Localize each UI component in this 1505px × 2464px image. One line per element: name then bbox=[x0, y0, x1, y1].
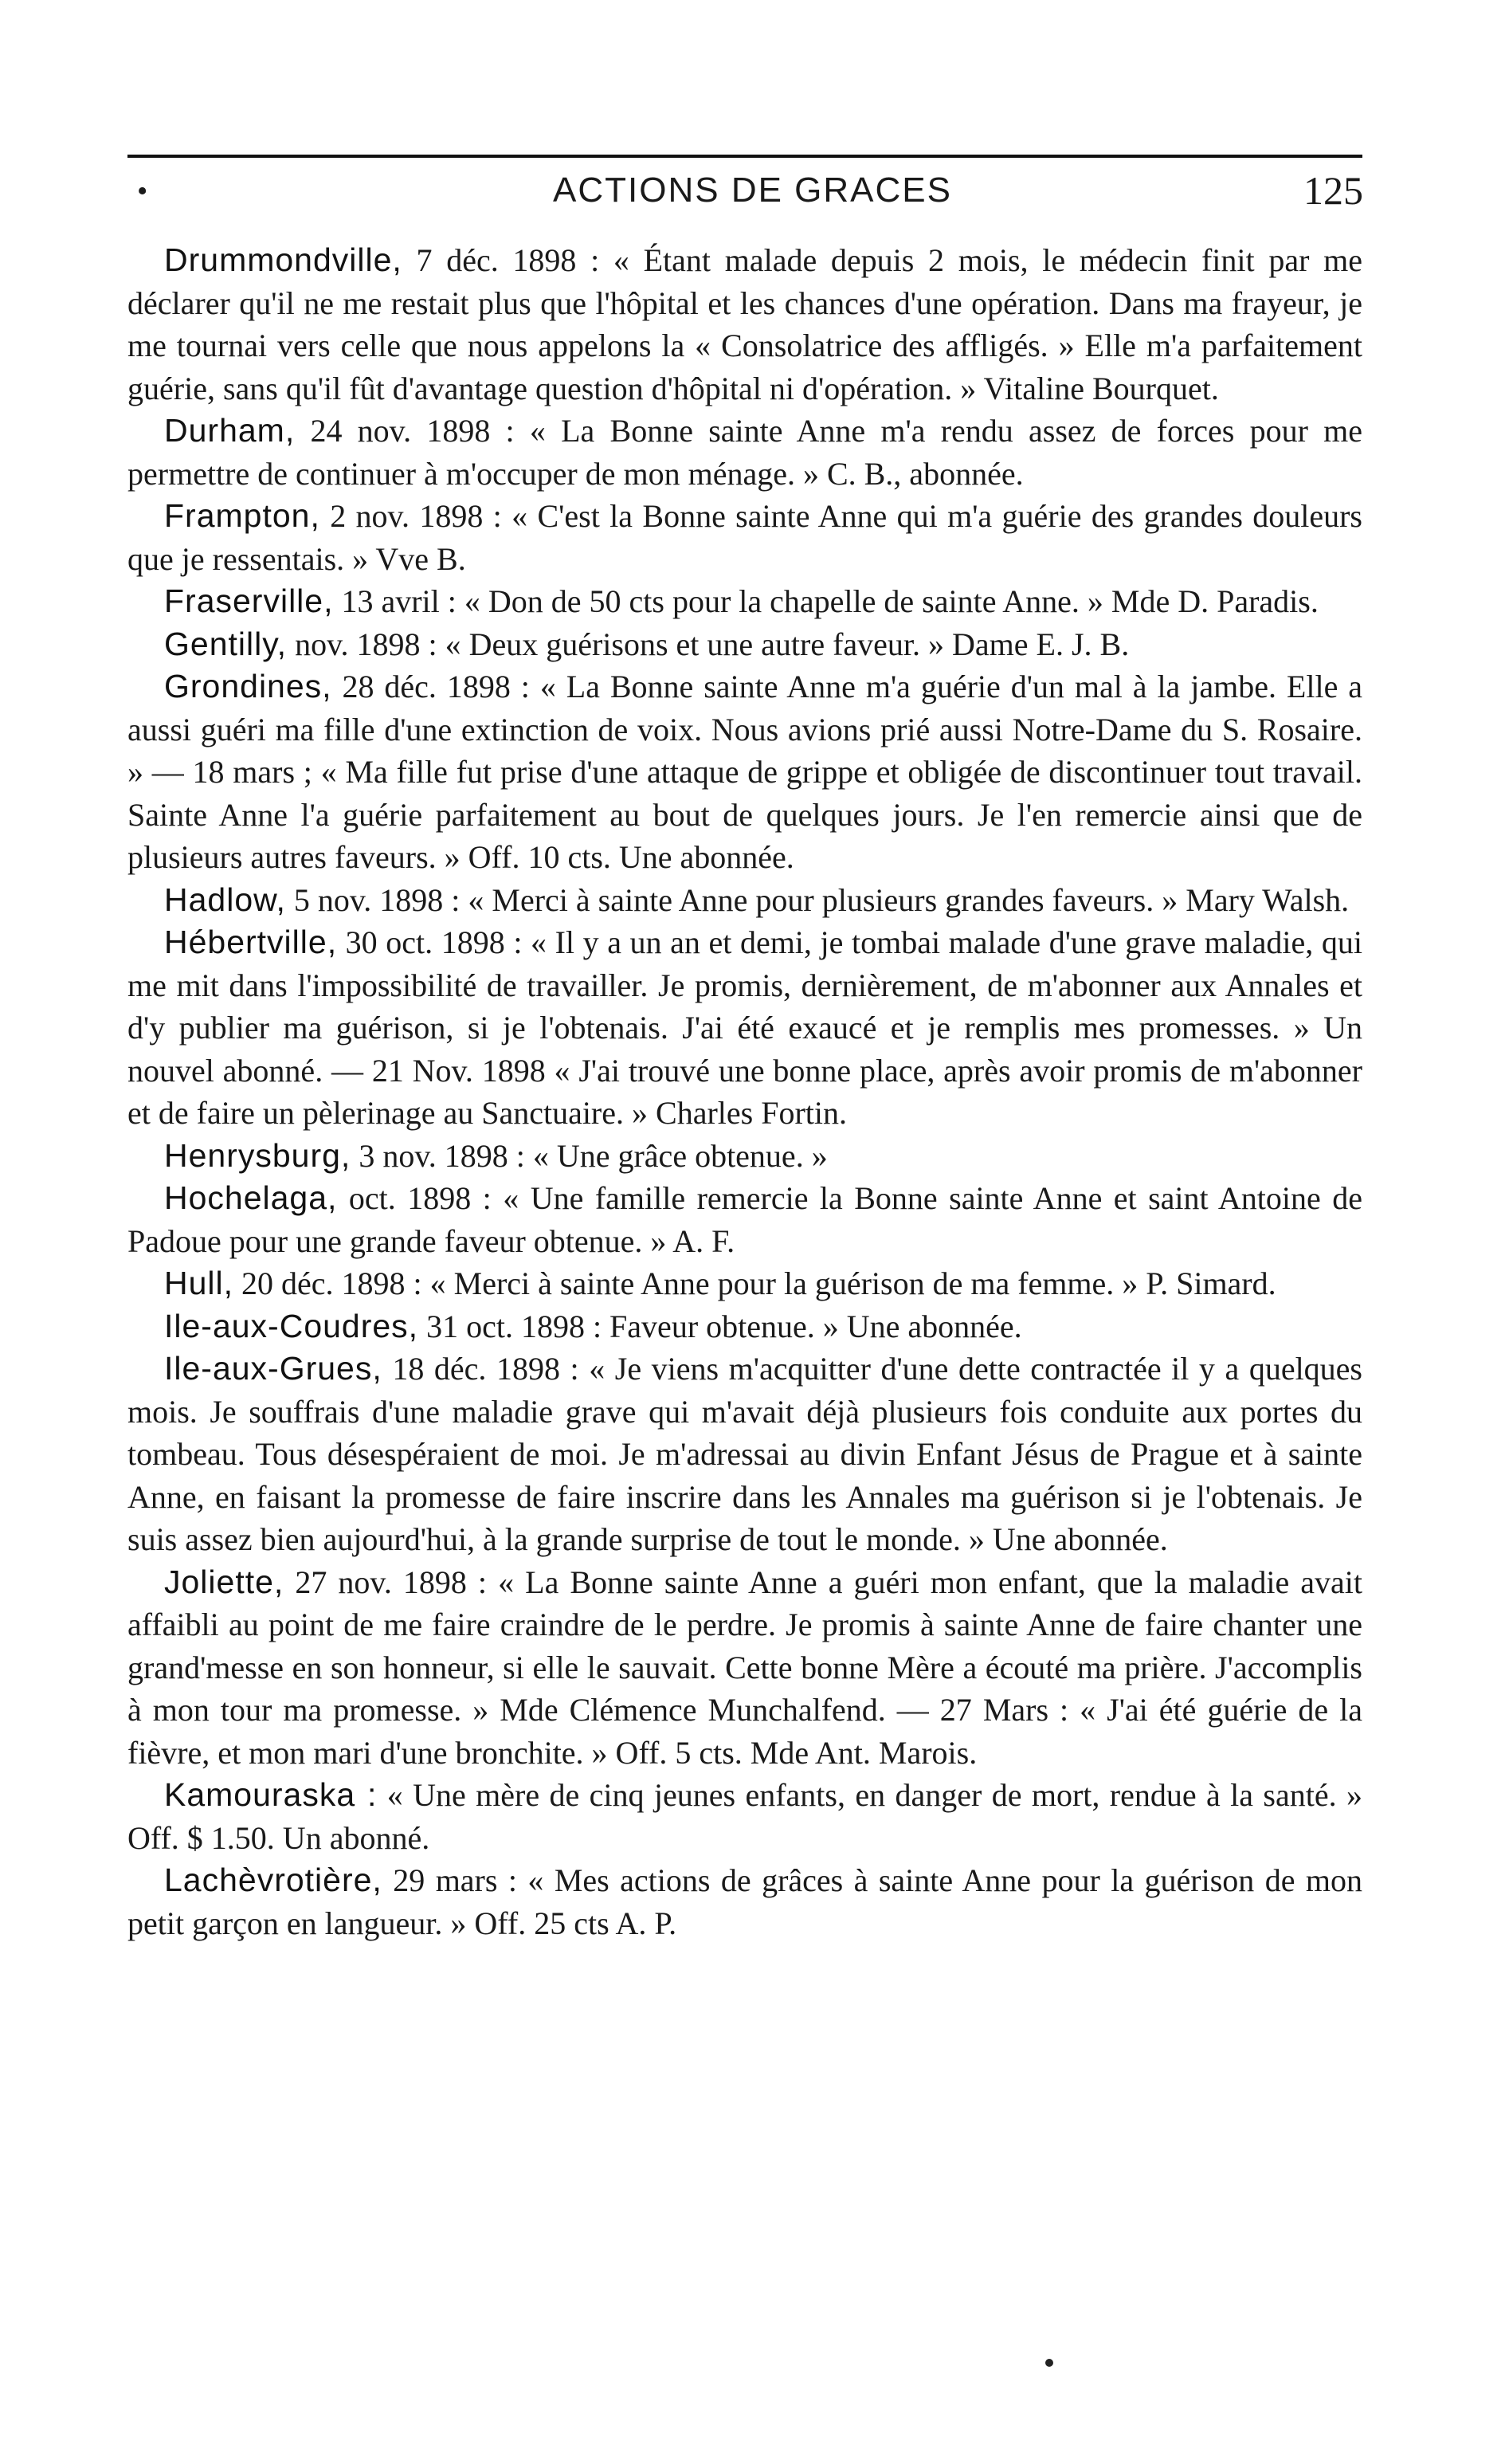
entry-text: 3 nov. 1898 : « Une grâce obtenue. » bbox=[351, 1137, 828, 1174]
entry-place: Lachèvrotière, bbox=[164, 1862, 382, 1898]
entry-place: Hadlow, bbox=[164, 881, 286, 918]
header-rule bbox=[127, 155, 1362, 158]
entry-text: 27 nov. 1898 : « La Bonne sainte Anne a guéri mon enfant, que la maladie avait affaibli au point de me faire craindre de le perdre. Je promis à sainte Anne de faire chanter une grand'messe en son honneur, si elle le sauvait. Cette bonne Mère a écouté ma prière. J'accomplis à mon tour ma promesse. » Mde Clémence Munchalfend. — 27 Mars : « J'ai été guérie de la fièvre, et mon mari d'une bronchite. » Off. 5 cts. Mde Ant. Marois. bbox=[127, 1564, 1362, 1771]
entry-place: Grondines, bbox=[164, 668, 332, 704]
entry-hadlow bbox=[127, 879, 1362, 922]
entry-ile-aux-grues bbox=[127, 1348, 1362, 1561]
entry-text: 2 nov. 1898 : « C'est la Bonne sainte Anne qui m'a guérie des grandes douleurs que je ressentais. » Vve B. bbox=[127, 498, 1362, 577]
entry-ile-aux-coudres bbox=[127, 1305, 1362, 1348]
entry-text: 28 déc. 1898 : « La Bonne sainte Anne m'a guérie d'un mal à la jambe. Elle a aussi guéri ma fille d'une extinction de voix. Nous avions prié aussi Notre-Dame du S. Rosaire. » — 18 mars ; « Ma fille fut prise d'une attaque de grippe et obligée de discontinuer tout travail. Sainte Anne l'a guérie parfaitement au bout de quelques jours. Je l'en remercie ainsi que de plusieurs autres faveurs. » Off. 10 cts. Une abonnée. bbox=[127, 669, 1362, 875]
entry-place: Drummondville, bbox=[164, 241, 402, 278]
entry-place: Henrysburg, bbox=[164, 1136, 351, 1174]
entries-list bbox=[127, 239, 1362, 1944]
entry-place: Frampton, bbox=[164, 497, 320, 534]
entry-place: Hull, bbox=[164, 1265, 234, 1301]
entry-place: Durham, bbox=[164, 412, 296, 449]
entry-text: 7 déc. 1898 : « Étant malade depuis 2 mois, le médecin finit par me déclarer qu'il ne me restait plus que l'hôpital et les chances d'une opération. Dans ma frayeur, je me tournai vers celle que nous appelons la « Consolatrice des affligés. » Elle m'a parfaitement guérie, sans qu'il fût d'avantage question d'hôpital ni d'opération. » Vitaline Bourquet. bbox=[127, 242, 1362, 406]
entry-text: 18 déc. 1898 : « Je viens m'acquitter d'une dette contractée il y a quelques mois. Je souffrais d'une maladie grave qui m'avait déjà plusieurs fois conduite aux portes du tombeau. Tous désespéraient de moi. Je m'adressai au divin Enfant Jésus de Prague et à sainte Anne, en faisant la promesse de faire inscrire dans les Annales ma guérison si je l'obtenais. Je suis assez bien aujourd'hui, à la grande surprise de tout le monde. » Une abonnée. bbox=[127, 1351, 1362, 1557]
entry-frampton bbox=[127, 495, 1362, 580]
entry-text: 29 mars : « Mes actions de grâces à sainte Anne pour la guérison de mon petit garçon en langueur. » Off. 25 cts A. P. bbox=[127, 1862, 1362, 1941]
entry-text: 5 nov. 1898 : « Merci à sainte Anne pour plusieurs grandes faveurs. » Mary Walsh. bbox=[285, 881, 1350, 918]
entry-lachevrotiere bbox=[127, 1859, 1362, 1944]
entry-hochelaga bbox=[127, 1177, 1362, 1262]
entry-gentilly bbox=[127, 623, 1362, 666]
entry-place: Fraserville, bbox=[164, 583, 334, 619]
entry-fraserville bbox=[127, 580, 1362, 623]
entry-kamouraska bbox=[127, 1774, 1362, 1859]
entry-hebertville bbox=[127, 921, 1362, 1135]
entry-hull bbox=[127, 1262, 1362, 1305]
entry-grondines bbox=[127, 665, 1362, 879]
entry-text: 13 avril : « Don de 50 cts pour la chapelle de sainte Anne. » Mde D. Paradis. bbox=[333, 583, 1319, 619]
entry-place: Ile-aux-Coudres, bbox=[164, 1307, 419, 1344]
entry-place: Hébertville, bbox=[164, 924, 338, 960]
entry-text: « Une mère de cinq jeunes enfants, en danger de mort, rendue à la santé. » Off. $ 1.50. Un abonné. bbox=[127, 1777, 1362, 1856]
entry-text: 20 déc. 1898 : « Merci à sainte Anne pour la guérison de ma femme. » P. Simard. bbox=[233, 1265, 1276, 1301]
entry-text: oct. 1898 : « Une famille remercie la Bonne sainte Anne et saint Antoine de Padoue pour une grande faveur obtenue. » A. F. bbox=[127, 1180, 1362, 1259]
entry-text: 30 oct. 1898 : « Il y a un an et demi, je tombai malade d'une grave maladie, qui me mit dans l'impossibilité de travailler. Je promis, dernièrement, de m'abonner aux Annales et d'y publier ma guérison, si je l'obtenais. J'ai été exaucé et je remplis mes promesses. » Un nouvel abonné. — 21 Nov. 1898 « J'ai trouvé une bonne place, après avoir promis de m'abonner et de faire un pèlerinage au Sanctuaire. » Charles Fortin. bbox=[127, 924, 1362, 1131]
running-title: ACTIONS DE GRACES bbox=[553, 171, 952, 210]
entry-place: Ile-aux-Grues, bbox=[164, 1350, 382, 1387]
entry-henrysburg bbox=[127, 1135, 1362, 1178]
entry-drummondville bbox=[127, 239, 1362, 410]
entry-text: 31 oct. 1898 : Faveur obtenue. » Une abonnée. bbox=[418, 1308, 1022, 1344]
page-number: 125 bbox=[1303, 168, 1363, 213]
entry-place: Gentilly, bbox=[164, 625, 288, 662]
entry-place: Kamouraska : bbox=[164, 1776, 378, 1813]
footer-dot bbox=[1045, 2359, 1053, 2367]
entry-place: Hochelaga, bbox=[164, 1179, 338, 1216]
header-mark: • bbox=[137, 175, 148, 208]
entry-text: nov. 1898 : « Deux guérisons et une autre faveur. » Dame E. J. B. bbox=[287, 626, 1130, 662]
entry-joliette bbox=[127, 1561, 1362, 1775]
entry-durham bbox=[127, 410, 1362, 495]
entry-text: 24 nov. 1898 : « La Bonne sainte Anne m'a rendu assez de forces pour me permettre de continuer à m'occuper de mon ménage. » C. B., abonnée. bbox=[127, 413, 1362, 492]
entry-place: Joliette, bbox=[164, 1563, 284, 1600]
